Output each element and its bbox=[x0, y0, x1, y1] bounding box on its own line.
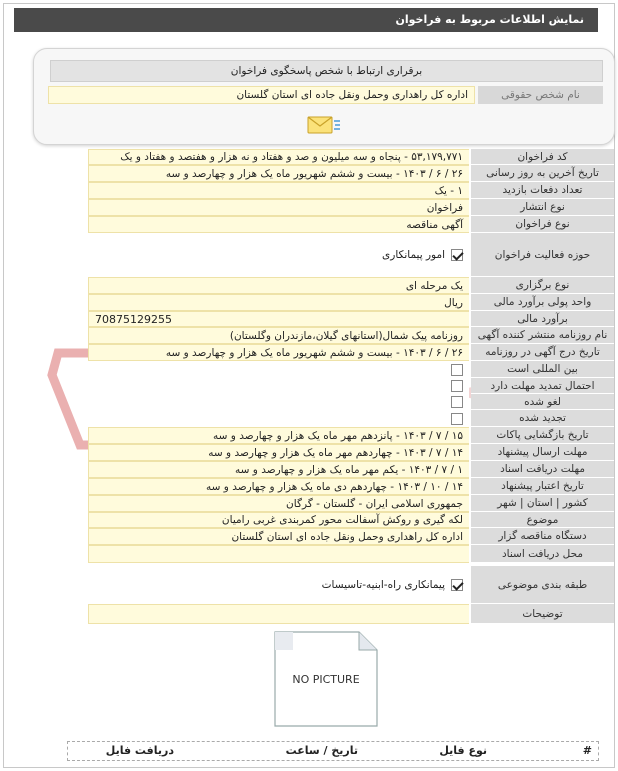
no-picture-text: NO PICTURE bbox=[292, 673, 360, 686]
field-value: آگهی مناقصه bbox=[88, 216, 469, 233]
field-row bbox=[88, 344, 614, 361]
field-value bbox=[88, 604, 469, 624]
field-value bbox=[88, 566, 469, 604]
field-label: بین المللی است bbox=[471, 361, 614, 378]
field-row bbox=[88, 182, 614, 199]
page-title: نمایش اطلاعات مربوط به فراخوان bbox=[14, 8, 598, 32]
mail-icon[interactable] bbox=[307, 114, 341, 136]
field-label: محل دریافت اسناد bbox=[471, 545, 614, 563]
field-label: تاریخ اعتبار پیشنهاد bbox=[471, 478, 614, 495]
field-row bbox=[88, 566, 614, 604]
field-value: ۱۴ / ۷ / ۱۴۰۳ - چهاردهم مهر ماه یک هزار و چهارصد و سه bbox=[88, 444, 469, 461]
field-label: نوع فراخوان bbox=[471, 216, 614, 233]
field-value bbox=[88, 361, 469, 378]
field-label: تعداد دفعات بازدید bbox=[471, 182, 614, 199]
field-row bbox=[88, 512, 614, 528]
field-value: ۱۵ / ۷ / ۱۴۰۳ - پانزدهم مهر ماه یک هزار و چهارصد و سه bbox=[88, 427, 469, 444]
legal-person-label: نام شخص حقوقی bbox=[478, 86, 603, 104]
col-download: دریافت فایل bbox=[105, 744, 174, 757]
field-value bbox=[88, 233, 469, 277]
no-picture-placeholder bbox=[271, 630, 381, 728]
field-row bbox=[88, 394, 614, 410]
field-label: مهلت ارسال پیشنهاد bbox=[471, 444, 614, 461]
field-value bbox=[88, 394, 469, 410]
files-table-header bbox=[67, 741, 599, 761]
checkbox-label: امور پیمانکاری bbox=[382, 249, 445, 261]
field-label: کشور | استان | شهر bbox=[471, 495, 614, 512]
field-row bbox=[88, 461, 614, 478]
checkbox[interactable] bbox=[451, 579, 463, 591]
field-value: 70875129255 bbox=[88, 311, 469, 327]
field-label: موضوع bbox=[471, 512, 614, 528]
field-value: ریال bbox=[88, 294, 469, 311]
checkbox[interactable] bbox=[451, 413, 463, 425]
checkbox[interactable] bbox=[451, 396, 463, 408]
field-value: ۱ - یک bbox=[88, 182, 469, 199]
field-value: ۱ / ۷ / ۱۴۰۳ - یکم مهر ماه یک هزار و چهارصد و سه bbox=[88, 461, 469, 478]
field-label: نوع انتشار bbox=[471, 199, 614, 216]
legal-person-value: اداره کل راهداری وحمل ونقل جاده ای استان گلستان bbox=[48, 86, 475, 104]
field-label: برآورد مالی bbox=[471, 311, 614, 327]
col-file-type: نوع فایل bbox=[439, 744, 487, 757]
col-index: # bbox=[582, 744, 592, 757]
field-row bbox=[88, 311, 614, 327]
field-row bbox=[88, 199, 614, 216]
field-value: لکه گیری و روکش آسفالت محور کمربندی غربی رامیان bbox=[88, 512, 469, 528]
field-row bbox=[88, 277, 614, 294]
field-value bbox=[88, 545, 469, 563]
field-value: جمهوری اسلامی ایران - گلستان - گرگان bbox=[88, 495, 469, 512]
field-label: توضیحات bbox=[471, 604, 614, 624]
field-value: روزنامه پیک شمال(استانهای گیلان،مازندران وگلستان) bbox=[88, 327, 469, 344]
col-datetime: تاریخ / ساعت bbox=[285, 744, 358, 757]
field-label: طبقه بندی موضوعی bbox=[471, 566, 614, 604]
field-value bbox=[88, 410, 469, 427]
field-row bbox=[88, 233, 614, 277]
field-value: ۲۶ / ۶ / ۱۴۰۳ - بیست و ششم شهریور ماه یک هزار و چهارصد و سه bbox=[88, 344, 469, 361]
field-value: یک مرحله ای bbox=[88, 277, 469, 294]
field-row bbox=[88, 427, 614, 444]
field-label: دستگاه مناقصه گزار bbox=[471, 528, 614, 545]
field-label: تجدید شده bbox=[471, 410, 614, 427]
contact-header: برقراری ارتباط با شخص پاسخگوی فراخوان bbox=[50, 60, 603, 82]
field-label: تاریخ آخرین به روز رسانی bbox=[471, 165, 614, 182]
field-label: نام روزنامه منتشر کننده آگهی bbox=[471, 327, 614, 344]
field-row bbox=[88, 410, 614, 427]
field-row bbox=[88, 495, 614, 512]
field-row bbox=[88, 361, 614, 378]
field-value: اداره کل راهداری وحمل ونقل جاده ای استان گلستان bbox=[88, 528, 469, 545]
checkbox[interactable] bbox=[451, 364, 463, 376]
field-label: کد فراخوان bbox=[471, 149, 614, 165]
field-label: مهلت دریافت اسناد bbox=[471, 461, 614, 478]
field-label: تاریخ بازگشایی پاکات bbox=[471, 427, 614, 444]
field-row bbox=[88, 528, 614, 545]
field-row bbox=[88, 216, 614, 233]
field-label: واحد پولی برآورد مالی bbox=[471, 294, 614, 311]
field-label: نوع برگزاری bbox=[471, 277, 614, 294]
field-value: ۱۴ / ۱۰ / ۱۴۰۳ - چهاردهم دی ماه یک هزار و چهارصد و سه bbox=[88, 478, 469, 495]
field-row bbox=[88, 149, 614, 165]
field-row bbox=[88, 478, 614, 495]
field-row bbox=[88, 604, 614, 624]
field-value: فراخوان bbox=[88, 199, 469, 216]
field-label: حوزه فعالیت فراخوان bbox=[471, 233, 614, 277]
field-label: لغو شده bbox=[471, 394, 614, 410]
field-row bbox=[88, 444, 614, 461]
field-value bbox=[88, 378, 469, 394]
field-row bbox=[88, 294, 614, 311]
field-value: ۵۳,۱۷۹,۷۷۱ - پنجاه و سه میلیون و صد و هفتاد و نه هزار و هفتصد و هفتاد و یک bbox=[88, 149, 469, 165]
checkbox[interactable] bbox=[451, 380, 463, 392]
checkbox[interactable] bbox=[451, 249, 463, 261]
field-row bbox=[88, 327, 614, 344]
field-row bbox=[88, 165, 614, 182]
field-label: تاریخ درج آگهی در روزنامه bbox=[471, 344, 614, 361]
field-label: احتمال تمدید مهلت دارد bbox=[471, 378, 614, 394]
field-row bbox=[88, 378, 614, 394]
field-row bbox=[88, 545, 614, 563]
field-value: ۲۶ / ۶ / ۱۴۰۳ - بیست و ششم شهریور ماه یک هزار و چهارصد و سه bbox=[88, 165, 469, 182]
checkbox-label: پیمانکاری راه-ابنیه-تاسیسات bbox=[321, 579, 445, 591]
